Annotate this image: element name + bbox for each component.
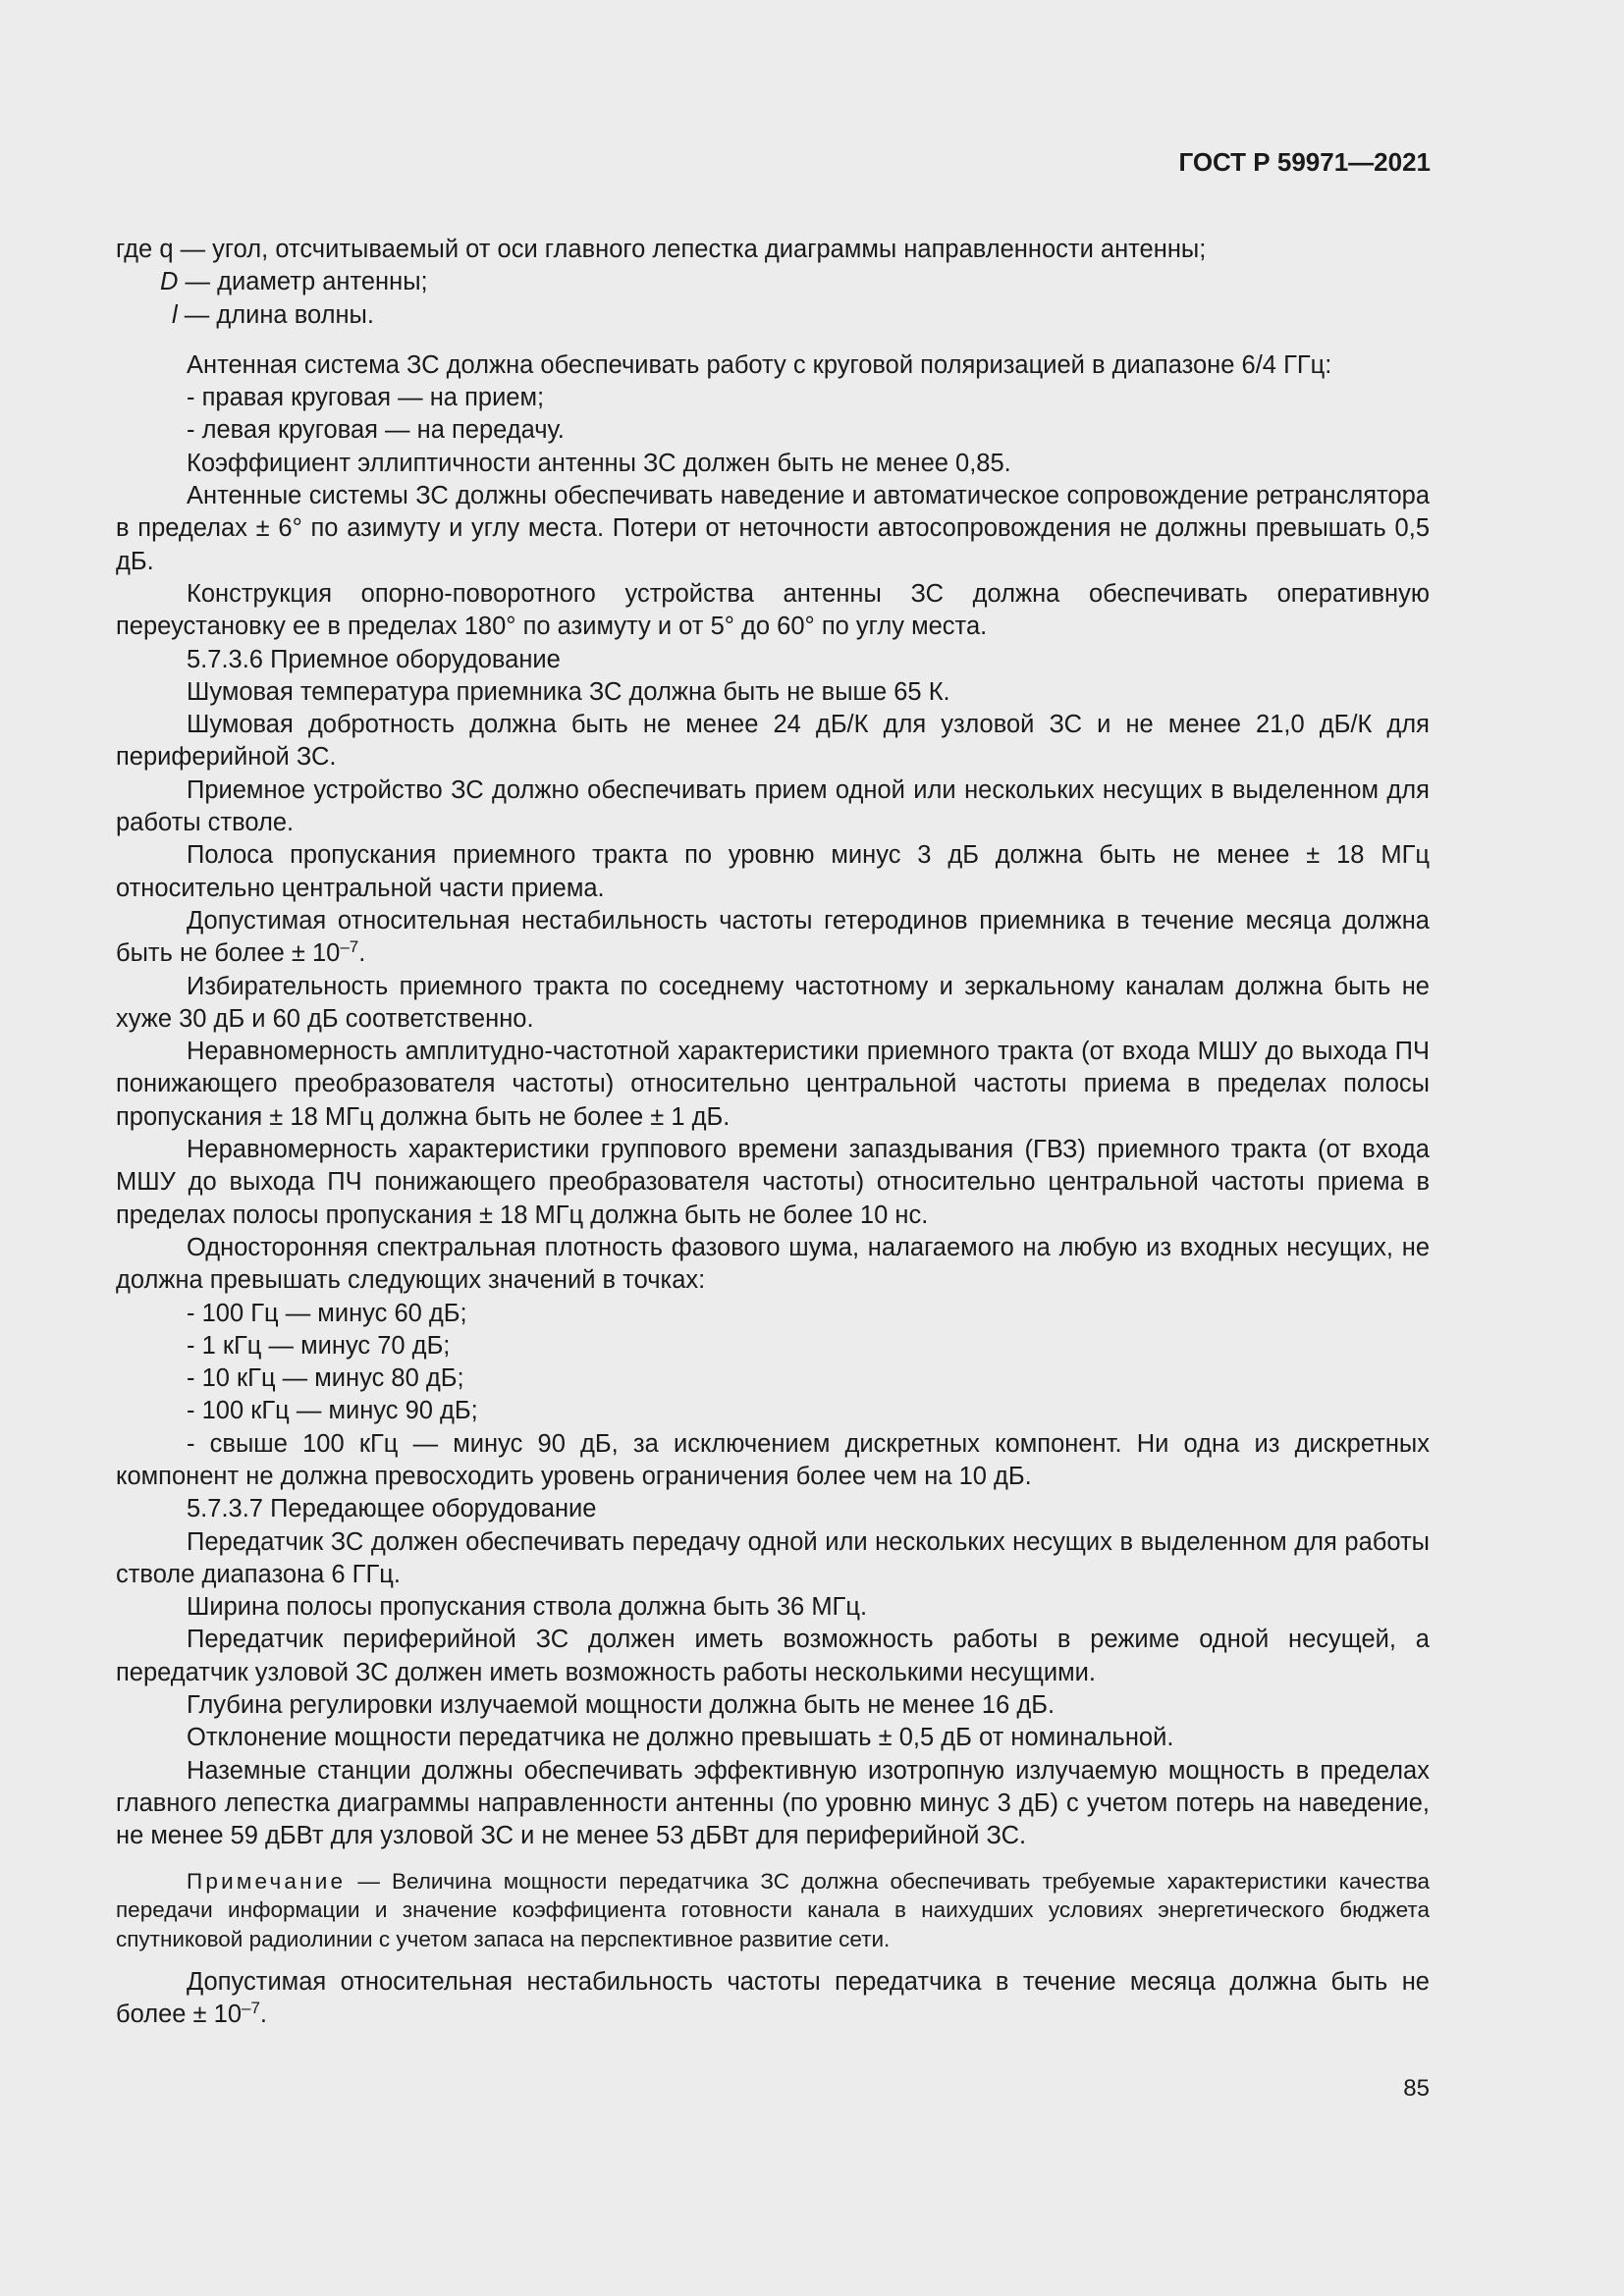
paragraph: Передатчик периферийной ЗС должен иметь возможность работы в режиме одной несущей, а передатчик узловой ЗС должен иметь возможность работы несколькими несущими. [116,1626,1430,1686]
definition-l: l — длина волны. [172,300,374,329]
paragraph: Односторонняя спектральная плотность фазового шума, налагаемого на любую из входных несущих, не должна превышать следующих значений в точках: [116,1233,1430,1295]
page-number: 85 [1403,2075,1430,2102]
paragraph: Наземные станции должны обеспечивать эффективную изотропную излучаемую мощность в пределах главного лепестка диаграммы направленности антенны (по уровню минус 3 дБ) с учетом потерь на наведение, не менее 59 дБВт для узловой ЗС и не менее 53 дБВт для периферийной ЗС. [116,1756,1430,1850]
paragraph: Отклонение мощности передатчика не должно превышать ± 0,5 дБ от номинальной. [187,1724,1174,1752]
paragraph: Глубина регулировки излучаемой мощности должна быть не менее 16 дБ. [187,1691,1056,1720]
paragraph: Передатчик ЗС должен обеспечивать передачу одной или нескольких несущих в выделенном для работы стволе диапазона 6 ГГц. [116,1527,1430,1588]
note [116,1867,1430,1954]
note-text: — Величина мощности передатчика ЗС должна обеспечивать требуемые характеристики качества передачи информации и значение коэффициента готовности канала в наихудших условиях энергетического бюджета спутниковой радиолинии с учетом запаса на перспективное развитие сети. [116,1868,1430,1952]
paragraph: Неравномерность амплитудно-частотной характеристики приемного тракта (от входа МШУ до выхода ПЧ понижающего преобразователя частоты) относительно центральной частоты приема в пределах полосы пропускания ± 18 МГц должна быть не более ± 1 дБ. [116,1038,1430,1131]
paragraph: Конструкция опорно-поворотного устройства антенны ЗС должна обеспечивать оперативную переустановку ее в пределах 180° по азимуту и от 5° до 60° по углу места. [116,579,1430,641]
list-item: - свыше 100 кГц — минус 90 дБ, за исключением дискретных компонент. Ни одна из дискретных компонент не должна превосходить уровень ограничения более чем на 10 дБ. [116,1429,1430,1490]
paragraph: Шумовая добротность должна быть не менее 24 дБ/К для узловой ЗС и не менее 21,0 дБ/К для периферийной ЗС. [116,711,1430,772]
document-body [116,234,1430,2032]
list-item: - 100 Гц — минус 60 дБ; [187,1299,467,1327]
paragraph: Коэффициент эллиптичности антенны ЗС должен быть не менее 0,85. [187,449,1011,477]
definition-d: D — диаметр антенны; [160,268,428,296]
paragraph: Ширина полосы пропускания ствола должна быть 36 МГц. [187,1593,868,1622]
paragraph: Антенные системы ЗС должны обеспечивать наведение и автоматическое сопровождение ретранслятора в пределах ± 6° по азимуту и углу места. Потери от неточности автосопровождения не должны превышать 0,5 дБ. [116,482,1430,575]
section-heading: 5.7.3.7 Передающее оборудование [187,1495,597,1523]
paragraph: Допустимая относительная нестабильность частоты передатчика в течение месяца должна быть не более ± $10^{-7}$. [116,1967,1430,2029]
paragraph: Полоса пропускания приемного тракта по уровню минус 3 дБ должна быть не менее ± 18 МГц относительно центральной части приема. [116,841,1430,902]
paragraph: Неравномерность характеристики группового времени запаздывания (ГВЗ) приемного тракта (от входа МШУ до выхода ПЧ понижающего преобразователя частоты) относительно центральной частоты приема в пределах полосы пропускания ± 18 МГц должна быть не более 10 нс. [116,1136,1430,1229]
paragraph: Допустимая относительная нестабильность частоты гетеродинов приемника в течение месяца должна быть не более ± $10^{-7}$. [116,906,1430,968]
paragraph: Шумовая температура приемника ЗС должна быть не выше 65 К. [187,677,950,706]
list-item: - 10 кГц — минус 80 дБ; [187,1364,464,1393]
paragraph: Приемное устройство ЗС должно обеспечивать прием одной или нескольких несущих в выделенном для работы стволе. [116,775,1430,837]
paragraph: Антенная система ЗС должна обеспечивать работу с круговой поляризацией в диапазоне 6/4 ГГц: [187,350,1332,379]
list-item: - правая круговая — на прием; [187,384,545,412]
section-heading: 5.7.3.6 Приемное оборудование [187,645,561,673]
definition-q: где q — угол, отсчитываемый от оси главного лепестка диаграммы направленности антенны; [116,236,1207,263]
list-item: - левая круговая — на передачу. [187,416,565,445]
list-item: - 100 кГц — минус 90 дБ; [187,1397,478,1425]
note-label: Примечание [187,1868,347,1894]
standard-header: ГОСТ Р 59971—2021 [1178,147,1431,177]
paragraph: Избирательность приемного тракта по соседнему частотному и зеркальному каналам должна быть не хуже 30 дБ и 60 дБ соответственно. [116,972,1430,1033]
list-item: - 1 кГц — минус 70 дБ; [187,1331,451,1360]
